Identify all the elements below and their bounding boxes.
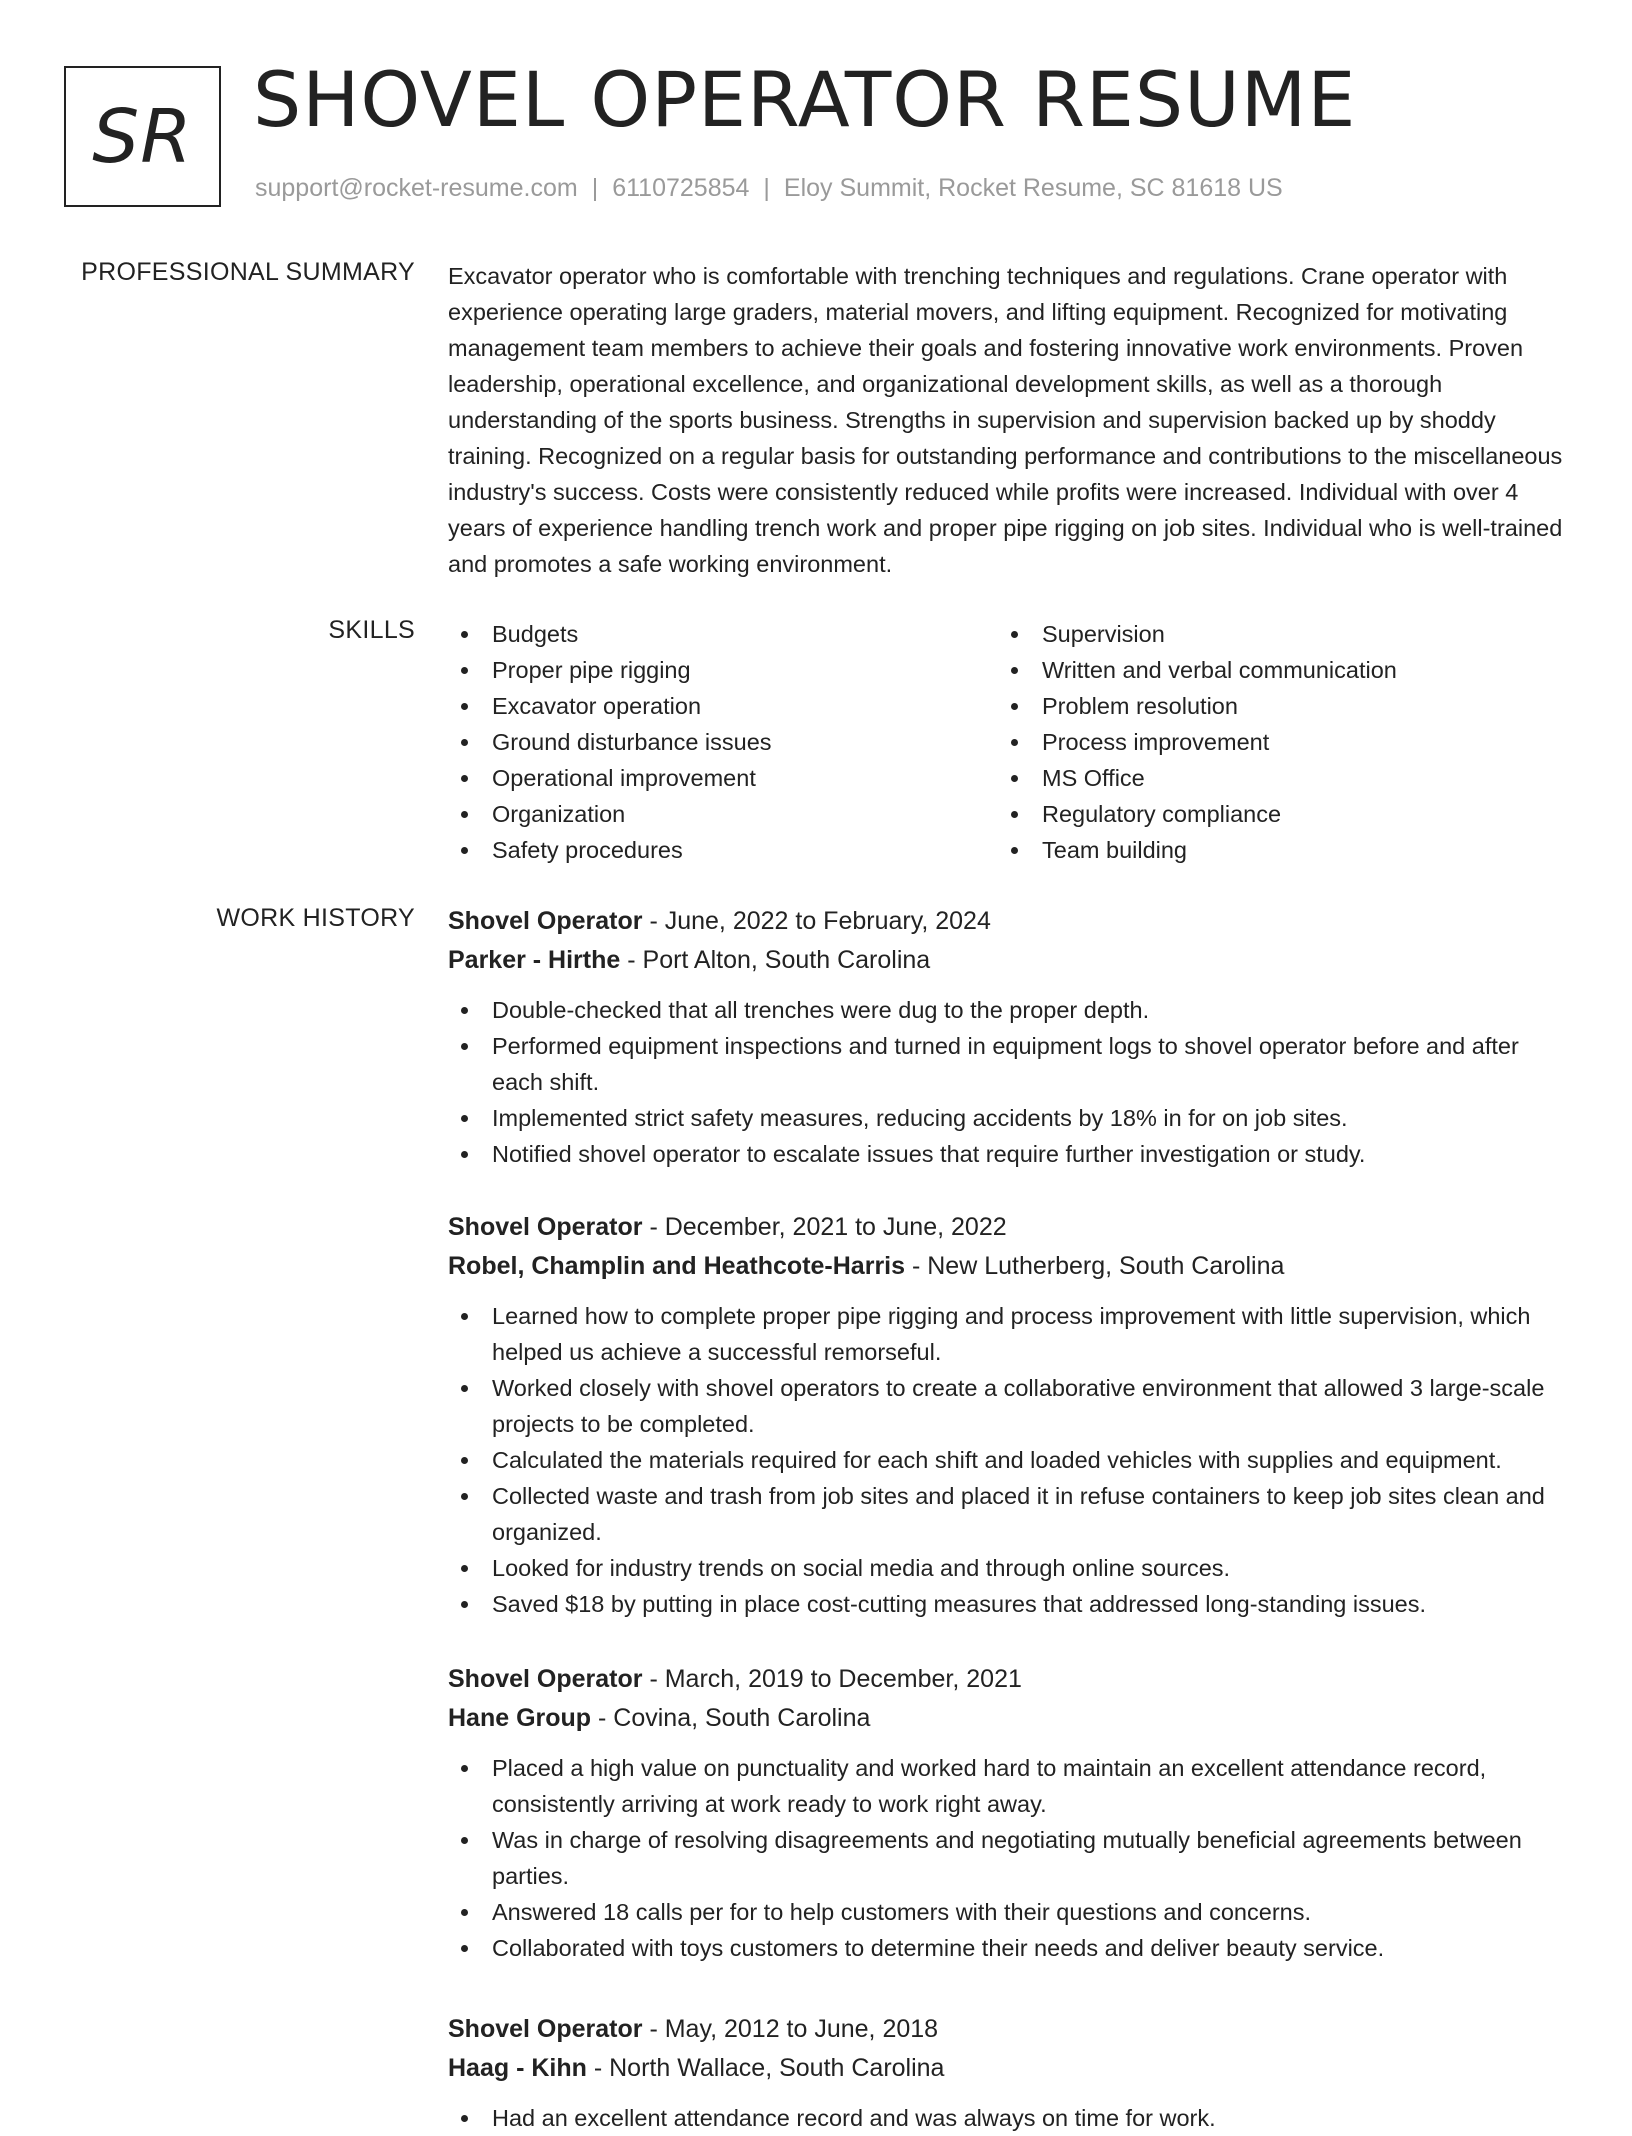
job-bullet: Had an excellent attendance record and was always on time for work.: [448, 2100, 1568, 2136]
job-location: - North Wallace, South Carolina: [586, 2054, 945, 2082]
job-bullet: Answered 18 calls per for to help customers with their questions and concerns.: [448, 1894, 1568, 1930]
job-bullet: Collected waste and trash from job sites and placed it in refuse containers to keep job sites clean and organized.: [448, 1478, 1568, 1550]
job-bullets: [448, 1298, 1568, 1622]
skill-item: Budgets: [448, 616, 998, 652]
skill-item: Supervision: [998, 616, 1548, 652]
skill-item: Proper pipe rigging: [448, 652, 998, 688]
job-dates: - March, 2019 to December, 2021: [642, 1665, 1022, 1693]
job-bullet: Performed equipment inspections and turned in equipment logs to shovel operator before and after each shift.: [448, 1028, 1568, 1100]
job-title-line: [448, 2010, 1568, 2049]
work-history-heading: WORK HISTORY: [216, 904, 415, 932]
job-title-line: [448, 902, 1568, 941]
skill-item: Excavator operation: [448, 688, 998, 724]
skill-item: Regulatory compliance: [998, 796, 1548, 832]
job-title-line: [448, 1660, 1568, 1699]
monogram-box: [64, 66, 221, 207]
job-bullets: [448, 992, 1568, 1172]
job-bullet: Was in charge of resolving disagreements and negotiating mutually beneficial agreements between parties.: [448, 1822, 1568, 1894]
job-bullet: Notified shovel operator to escalate issues that require further investigation or study.: [448, 1136, 1568, 1172]
contact-phone: 6110725854: [612, 174, 750, 202]
skills-list-left: [448, 616, 998, 868]
job-company: Hane Group: [448, 1704, 592, 1732]
contact-separator: |: [591, 174, 599, 202]
skill-item: Ground disturbance issues: [448, 724, 998, 760]
job-bullet: Saved $18 by putting in place cost-cutting measures that addressed long-standing issues.: [448, 1586, 1568, 1622]
skill-item: Team building: [998, 832, 1548, 868]
job-title: Shovel Operator: [448, 1665, 643, 1693]
job-location: - Port Alton, South Carolina: [620, 946, 931, 974]
job-bullet: Worked closely with shovel operators to create a collaborative environment that allowed 3 large-scale projects to be completed.: [448, 1370, 1568, 1442]
summary-text: Excavator operator who is comfortable with trenching techniques and regulations. Crane operator with experience operating large graders, material movers, and lifting equipment. Recognized for motivating management team members to achieve their goals and fostering innovative work environments. Proven leadership, operational excellence, and organizational development skills, as well as a thorough understanding of the sports business. Strengths in supervision and supervision backed up by shoddy training. Recognized on a regular basis for outstanding performance and contributions to the miscellaneous industry's success. Costs were consistently reduced while profits were increased. Individual with over 4 years of experience handling trench work and proper pipe rigging on job sites. Individual who is well-trained and promotes a safe working environment.: [448, 263, 1563, 577]
job-bullet: Learned how to complete proper pipe rigging and process improvement with little supervision, which helped us achieve a successful remorseful.: [448, 1298, 1568, 1370]
job-entry: [448, 1208, 1568, 1622]
summary-body: [448, 258, 1568, 582]
job-title-line: [448, 1208, 1568, 1247]
job-entry: [448, 902, 1568, 1172]
job-dates: - June, 2022 to February, 2024: [642, 907, 991, 935]
contact-email: support@rocket-resume.com: [255, 174, 578, 202]
skills-body: [448, 616, 1568, 868]
skill-item: Process improvement: [998, 724, 1548, 760]
job-entry: [448, 1660, 1568, 1966]
job-entry: [448, 2010, 1568, 2136]
job-bullets: [448, 2100, 1568, 2136]
monogram-initials: SR: [92, 93, 193, 180]
skill-item: MS Office: [998, 760, 1548, 796]
job-company: Parker - Hirthe: [448, 946, 621, 974]
job-title: Shovel Operator: [448, 907, 643, 935]
resume-title: SHOVEL OPERATOR RESUME: [253, 55, 1357, 144]
job-location: - New Lutherberg, South Carolina: [905, 1252, 1285, 1280]
job-bullet: Implemented strict safety measures, reducing accidents by 18% in for on job sites.: [448, 1100, 1568, 1136]
job-company: Haag - Kihn: [448, 2054, 587, 2082]
summary-heading: PROFESSIONAL SUMMARY: [81, 258, 415, 286]
job-bullet: Double-checked that all trenches were dug to the proper depth.: [448, 992, 1568, 1028]
job-company: Robel, Champlin and Heathcote-Harris: [448, 1252, 906, 1280]
job-dates: - May, 2012 to June, 2018: [642, 2015, 939, 2043]
job-company-line: [448, 1247, 1568, 1286]
job-bullet: Collaborated with toys customers to determine their needs and deliver beauty service.: [448, 1930, 1568, 1966]
skill-item: Operational improvement: [448, 760, 998, 796]
job-bullet: Looked for industry trends on social media and through online sources.: [448, 1550, 1568, 1586]
skills-grid: [448, 616, 1568, 868]
skills-heading: SKILLS: [328, 616, 415, 644]
skill-item: Written and verbal communication: [998, 652, 1548, 688]
skill-item: Problem resolution: [998, 688, 1548, 724]
contact-address: Eloy Summit, Rocket Resume, SC 81618 US: [783, 174, 1283, 202]
job-company-line: [448, 1699, 1568, 1738]
contact-line: [255, 174, 1283, 203]
job-title: Shovel Operator: [448, 2015, 643, 2043]
job-bullets: [448, 1750, 1568, 1966]
job-location: - Covina, South Carolina: [591, 1704, 871, 1732]
contact-separator: |: [763, 174, 770, 202]
skill-item: Organization: [448, 796, 998, 832]
skills-list-right: [998, 616, 1548, 868]
job-dates: - December, 2021 to June, 2022: [642, 1213, 1007, 1241]
job-bullet: Placed a high value on punctuality and worked hard to maintain an excellent attendance record, consistently arriving at work ready to work right away.: [448, 1750, 1568, 1822]
skill-item: Safety procedures: [448, 832, 998, 868]
job-company-line: [448, 2049, 1568, 2088]
job-company-line: [448, 941, 1568, 980]
job-title: Shovel Operator: [448, 1213, 643, 1241]
job-bullet: Calculated the materials required for each shift and loaded vehicles with supplies and equipment.: [448, 1442, 1568, 1478]
